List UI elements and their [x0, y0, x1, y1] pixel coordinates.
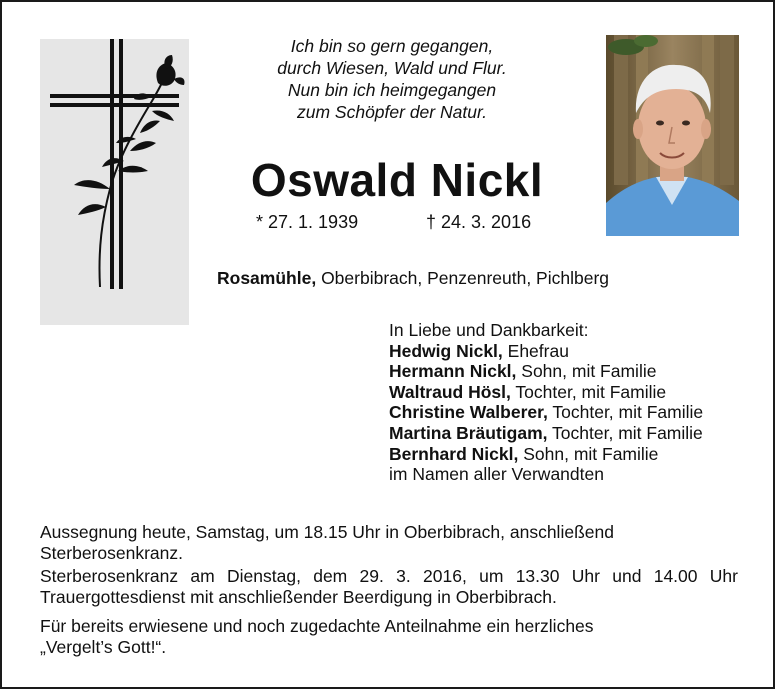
birth-date: * 27. 1. 1939: [256, 212, 359, 232]
blessing-notice: [40, 522, 738, 563]
thanks-notice: [40, 616, 738, 657]
notice-line: Sterberosenkranz.: [40, 542, 183, 563]
member-relation: Tochter, mit Familie: [547, 422, 703, 443]
deceased-name: Oswald Nickl: [250, 154, 544, 206]
notice-line: Trauergottesdienst mit anschließender Beerdigung in Oberbibrach.: [40, 586, 557, 607]
notice-line: Aussegnung heute, Samstag, um 18.15 Uhr in Oberbibrach, anschließend: [40, 522, 614, 542]
family-list: [389, 320, 703, 485]
member-name: Christine Walberer,: [389, 402, 548, 423]
member-relation: Sohn, mit Familie: [516, 361, 657, 382]
member-relation: Ehefrau: [502, 340, 569, 361]
notice-line: Sterberosenkranz am Dienstag, dem 29. 3. 2016, um 13.30 Uhr und 14.00 Uhr: [40, 566, 738, 586]
poem: [232, 35, 552, 123]
family-closing: im Namen aller Verwandten: [389, 464, 604, 485]
poem-line: Ich bin so gern gegangen,: [290, 36, 494, 56]
portrait-image: [606, 35, 739, 236]
member-name: Waltraud Hösl,: [389, 381, 511, 402]
other-places: Oberbibrach, Penzenreuth, Pichlberg: [316, 268, 610, 288]
family-member: [389, 423, 703, 444]
places-line: [217, 268, 609, 289]
family-intro: In Liebe und Dankbarkeit:: [389, 320, 589, 340]
family-member: [389, 382, 703, 403]
member-name: Bernhard Nickl,: [389, 443, 519, 464]
cross-panel: [40, 39, 189, 325]
service-notice: [40, 566, 738, 607]
family-member: [389, 402, 703, 423]
poem-line: zum Schöpfer der Natur.: [297, 102, 487, 122]
member-relation: Tochter, mit Familie: [510, 381, 667, 402]
member-relation: Tochter, mit Familie: [547, 402, 704, 423]
notice-line: Für bereits erwiesene und noch zugedachte Anteilnahme ein herzliches: [40, 616, 594, 636]
death-date: † 24. 3. 2016: [426, 212, 532, 232]
poem-line: Nun bin ich heimgegangen: [287, 80, 497, 100]
member-name: Hedwig Nickl,: [389, 340, 503, 361]
poem-line: durch Wiesen, Wald und Flur.: [277, 58, 507, 78]
family-member: [389, 444, 703, 465]
member-name: Hermann Nickl,: [389, 361, 517, 382]
primary-place: Rosamühle,: [217, 268, 317, 288]
family-member: [389, 341, 703, 362]
notice-line: „Vergelt’s Gott!“.: [40, 636, 167, 657]
portrait-photo: [606, 35, 739, 236]
member-name: Martina Bräutigam,: [389, 422, 548, 443]
cross-with-rose-icon: [40, 39, 189, 325]
member-relation: Sohn, mit Familie: [518, 443, 659, 464]
family-member: [389, 361, 703, 382]
